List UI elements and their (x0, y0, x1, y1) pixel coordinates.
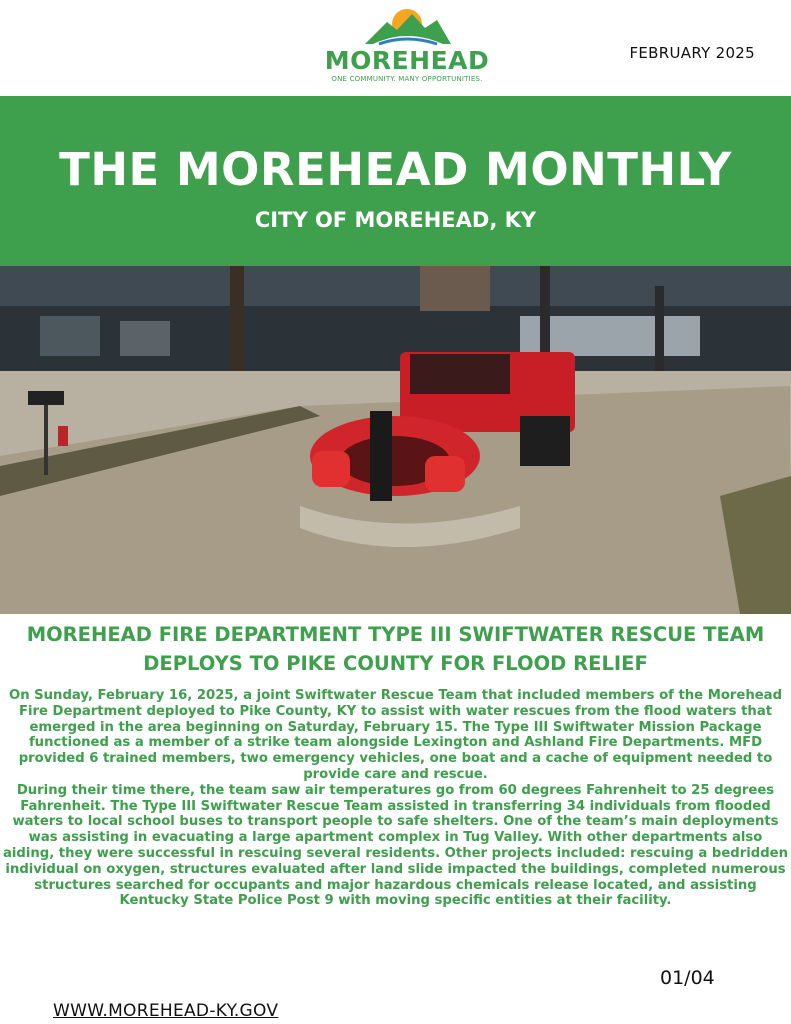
article-paragraph: On Sunday, February 16, 2025, a joint Swiftwater Rescue Team that included members of the Morehead Fire Department deployed to Pike County, KY to assist with water rescues from the flood waters that emerged in the area beginning on Saturday, February 15. The Type III Swiftwater Mission Package functioned as a member of a strike team alongside Lexington and Ashland Fire Departments. MFD provided 6 trained members, two emergency vehicles, one boat and a cache of equipment needed to provide care and rescue. (8, 688, 783, 782)
issue-date: FEBRUARY 2025 (629, 44, 755, 62)
newsletter-subtitle: CITY OF MOREHEAD, KY (254, 208, 537, 232)
article-body (2, 688, 789, 909)
flood-rescue-photo (0, 266, 791, 614)
city-logo (312, 2, 502, 88)
article-paragraph: During their time there, the team saw air temperatures go from 60 degrees Fahrenheit to 25 degrees Fahrenheit. The Type III Swiftwater Rescue Team assisted in transferring 34 individuals from flooded waters to local school buses to transport people to safe shelters. One of the team’s main deployments was assisting in evacuating a large apartment complex in Tug Valley. With other departments also aiding, they were successful in rescuing several residents. Other projects included: rescuing a bedridden individual on oxygen, structures evaluated after land slide impacted the buildings, completed numerous structures searched for occupants and major hazardous chemicals release located, and assisting Kentucky State Police Post 9 with moving specific entities at their facility. (3, 782, 788, 909)
page-number: 01/04 (660, 967, 715, 989)
sun-hills-icon (357, 2, 457, 48)
article-headline: MOREHEAD FIRE DEPARTMENT TYPE III SWIFTWATER RESCUE TEAM DEPLOYS TO PIKE COUNTY FOR FLOOD RELIEF (26, 623, 765, 675)
website-link[interactable]: WWW.MOREHEAD-KY.GOV (53, 1001, 279, 1021)
logo-tagline: ONE COMMUNITY. MANY OPPORTUNITIES. (331, 75, 483, 83)
logo-wordmark: MOREHEAD (324, 46, 490, 75)
newsletter-title: THE MOREHEAD MONTHLY (59, 143, 732, 196)
